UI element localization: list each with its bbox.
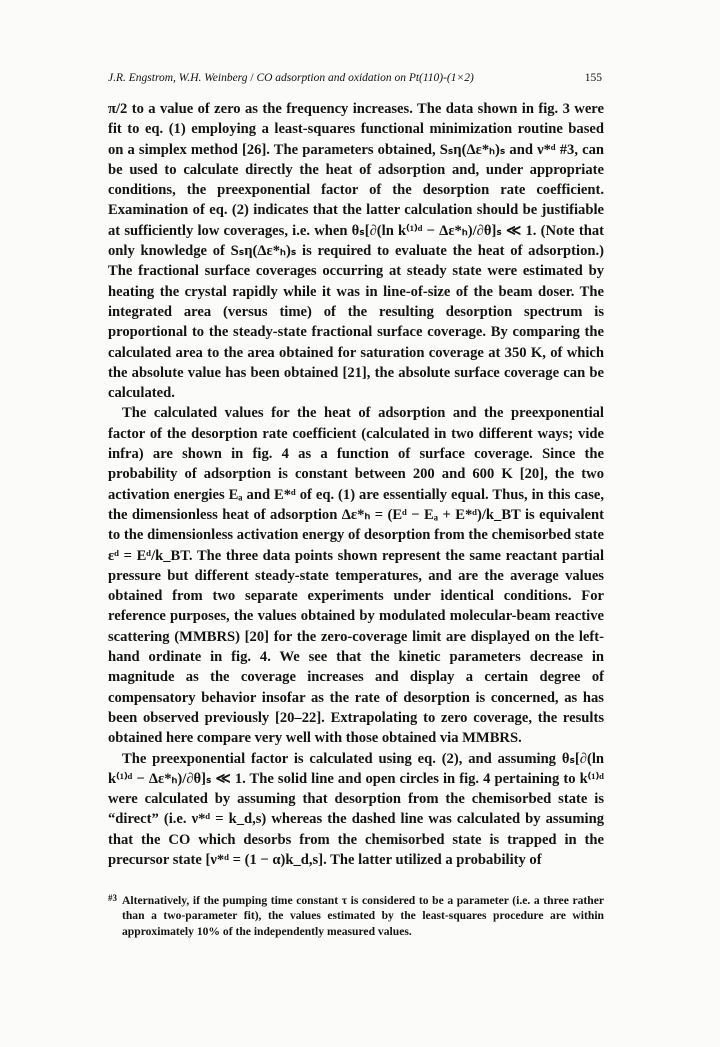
header-authors: J.R. Engstrom, W.H. Weinberg [108, 72, 248, 84]
running-header [108, 72, 602, 84]
header-separator: / [247, 72, 257, 84]
header-title: CO adsorption and oxidation on Pt(110)-(1×2) [256, 72, 474, 84]
page-number: 155 [584, 72, 602, 84]
paragraph: The preexponential factor is calculated using eq. (2), and assuming θₛ[∂(ln k⁽¹⁾ᵈ − Δε*ₕ)/∂θ]ₛ ≪ 1. The solid line and open circles in fig. 4 pertaining to k⁽¹⁾ᵈ were calculated by assuming that desorption from the chemisorbed state is “direct” (i.e. ν*ᵈ = k_d,s) whereas the dashed line was calculated by assuming that the CO which desorbs from the chemisorbed state is trapped in the precursor state [ν*ᵈ = (1 − α)k_d,s]. The latter utilized a probability of [108, 750, 604, 868]
body-text [108, 99, 604, 870]
paragraph: π/2 to a value of zero as the frequency increases. The data shown in fig. 3 were fit to eq. (1) employing a least-squares functional minimization routine based on a simplex method [26]. The parameters obtained, Sₛη(Δε*ₕ)ₛ and ν*ᵈ #3, can be used to calculate directly the heat of adsorption and, under appropriate conditions, the preexponential factor of the desorption rate coefficient. Examination of eq. (2) indicates that the latter calculation should be justifiable at sufficiently low coverages, i.e. when θₛ[∂(ln k⁽¹⁾ᵈ − Δε*ₕ)/∂θ]ₛ ≪ 1. (Note that only knowledge of Sₛη(Δε*ₕ)ₛ is required to evaluate the heat of adsorption.) The fractional surface coverages occurring at steady state were estimated by heating the crystal rapidly while it was in line-of-size of the beam doser. The integrated area (versus time) of the resulting desorption spectrum is proportional to the steady-state fractional surface coverage. By comparing the calculated area to the area obtained for saturation coverage at 350 K, of which the absolute value has been obtained [21], the absolute surface coverage can be calculated. [108, 101, 604, 402]
paragraph: The calculated values for the heat of adsorption and the preexponential factor of the desorption rate coefficient (calculated in two different ways; vide infra) are shown in fig. 4 as a function of surface coverage. Since the probability of adsorption is constant between 200 and 600 K [20], the two activation energies Eₐ and E*ᵈ of eq. (1) are essentially equal. Thus, in this case, the dimensionless heat of adsorption Δε*ₕ = (Eᵈ − Eₐ + E*ᵈ)/k_BT is equivalent to the dimensionless activation energy of desorption from the chemisorbed state εᵈ = Eᵈ/k_BT. The three data points shown represent the same reactant partial pressure but different steady-state temperatures, and are the average values obtained from two separate experiments under identical conditions. For reference purposes, the values obtained by modulated molecular-beam reactive scattering (MMBRS) [20] for the zero-coverage limit are displayed on the left-hand ordinate in fig. 4. We see that the kinetic parameters decrease in magnitude as the coverage increases and display a certain degree of compensatory behavior insofar as the rate of desorption is concerned, as has been observed previously [20–22]. Extrapolating to zero coverage, the results obtained here compare very well with those obtained via MMBRS. [108, 405, 604, 747]
footnote [108, 893, 604, 939]
footnote-text: Alternatively, if the pumping time constant τ is considered to be a parameter (i.e. a three rather than a two-parameter fit), the values estimated by the least-squares procedure are within approximately 10% of the independently measured values. [122, 894, 604, 938]
footnote-marker: #3 [108, 893, 117, 903]
